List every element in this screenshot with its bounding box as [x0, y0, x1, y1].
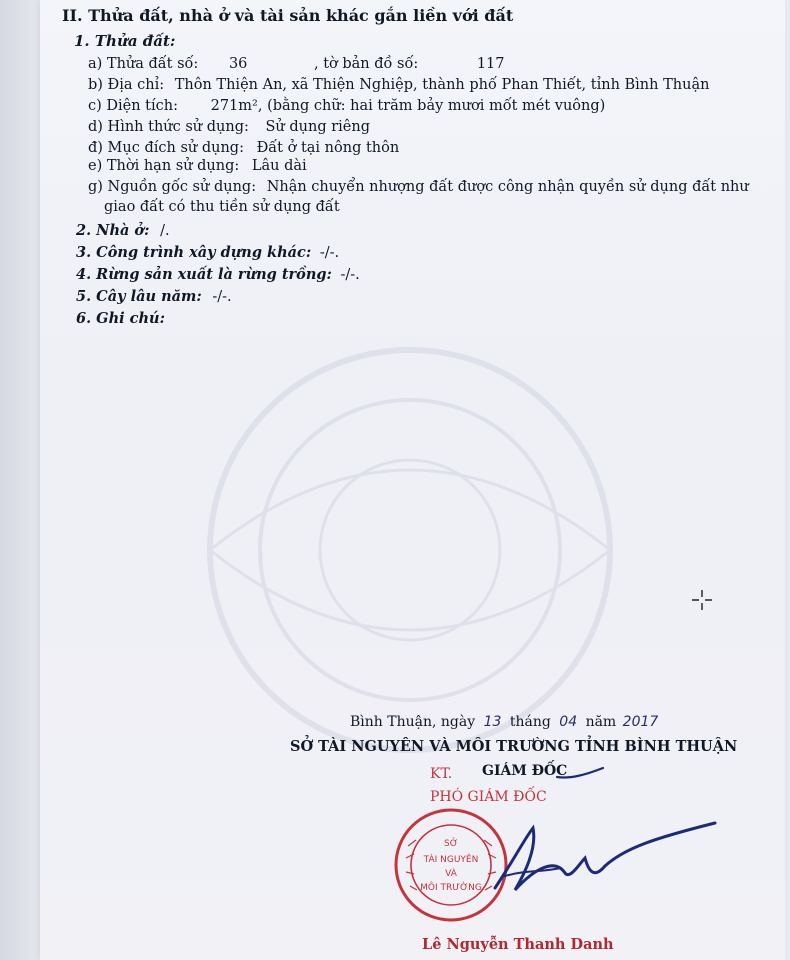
seal-text-2: TÀI NGUYÊN — [423, 855, 479, 865]
deputy-title: PHÓ GIÁM ĐỐC — [430, 789, 547, 805]
perennial-value: -/-. — [212, 289, 232, 305]
area-value: 271m², (bằng chữ: hai trăm bảy mươi mốt mét vuông) — [210, 98, 606, 114]
origin-value-1: Nhận chuyển nhượng đất được công nhận quyền sử dụng đất như — [266, 179, 749, 195]
house-heading: 2. Nhà ở: — [76, 222, 150, 239]
purpose-label: đ) Mục đích sử dụng: — [88, 140, 244, 156]
forest-heading: 4. Rừng sản xuất là rừng trồng: — [76, 266, 332, 283]
map-number: 117 — [476, 56, 505, 72]
origin-line-2: giao đất có thu tiền sử dụng đất — [104, 199, 340, 215]
date-line — [350, 714, 662, 730]
term-label: e) Thời hạn sử dụng: — [88, 158, 240, 174]
house-value: /. — [160, 223, 170, 239]
notes-heading: 6. Ghi chú: — [76, 310, 165, 327]
date-year-label: năm — [585, 714, 617, 730]
parcel-line — [88, 56, 505, 72]
forest-value: -/-. — [340, 267, 360, 283]
house-line — [76, 222, 170, 239]
seal-text-1: SỞ — [444, 839, 458, 849]
handwritten-signature — [485, 818, 720, 898]
other-works-value: -/-. — [319, 245, 340, 261]
notes-line — [76, 310, 165, 327]
seal-text-4: MÔI TRƯỜNG — [420, 883, 482, 893]
purpose-line — [88, 140, 399, 156]
date-place: Bình Thuận, ngày — [350, 714, 476, 730]
date-year: 2017 — [622, 714, 659, 730]
other-works-line — [76, 244, 339, 261]
signer-name: Lê Nguyễn Thanh Danh — [422, 936, 614, 953]
land-heading: 1. Thửa đất: — [74, 32, 176, 50]
term-value: Lâu dài — [251, 158, 307, 174]
date-day: 13 — [483, 714, 502, 730]
address-label: b) Địa chỉ: — [88, 77, 165, 93]
address-line — [88, 77, 709, 93]
watermark-emblem-icon — [150, 330, 670, 770]
area-label: c) Diện tích: — [88, 98, 178, 114]
term-line — [88, 158, 307, 174]
director-title: GIÁM ĐỐC — [482, 763, 568, 779]
parcel-number: 36 — [228, 56, 248, 72]
form-label: d) Hình thức sử dụng: — [88, 119, 249, 135]
perennial-line — [76, 288, 232, 305]
other-works-heading: 3. Công trình xây dựng khác: — [76, 244, 312, 261]
area-line — [88, 98, 605, 114]
purpose-value: Đất ở tại nông thôn — [256, 140, 400, 156]
crosshair-icon — [690, 588, 714, 612]
page-left-edge — [0, 0, 40, 960]
pen-stroke-mark — [555, 765, 605, 783]
form-line — [88, 119, 370, 135]
origin-label: g) Nguồn gốc sử dụng: — [88, 179, 257, 195]
origin-line-1 — [88, 179, 749, 195]
seal-text-3: VÀ — [445, 869, 457, 879]
perennial-heading: 5. Cây lâu năm: — [76, 288, 202, 305]
parcel-label: a) Thửa đất số: — [88, 56, 199, 72]
date-month: 04 — [559, 714, 578, 730]
section-title: II. Thửa đất, nhà ở và tài sản khác gắn liền với đất — [62, 6, 514, 25]
forest-line — [76, 266, 360, 283]
address-value: Thôn Thiện An, xã Thiện Nghiệp, thành phố Phan Thiết, tỉnh Bình Thuận — [174, 77, 710, 93]
date-month-label: tháng — [509, 714, 551, 730]
issuing-agency: SỞ TÀI NGUYÊN VÀ MÔI TRƯỜNG TỈNH BÌNH THUẬN — [290, 738, 738, 755]
form-value: Sử dụng riêng — [265, 119, 370, 135]
map-label: , tờ bản đồ số: — [314, 56, 419, 72]
kt-label: KT. — [430, 766, 453, 782]
